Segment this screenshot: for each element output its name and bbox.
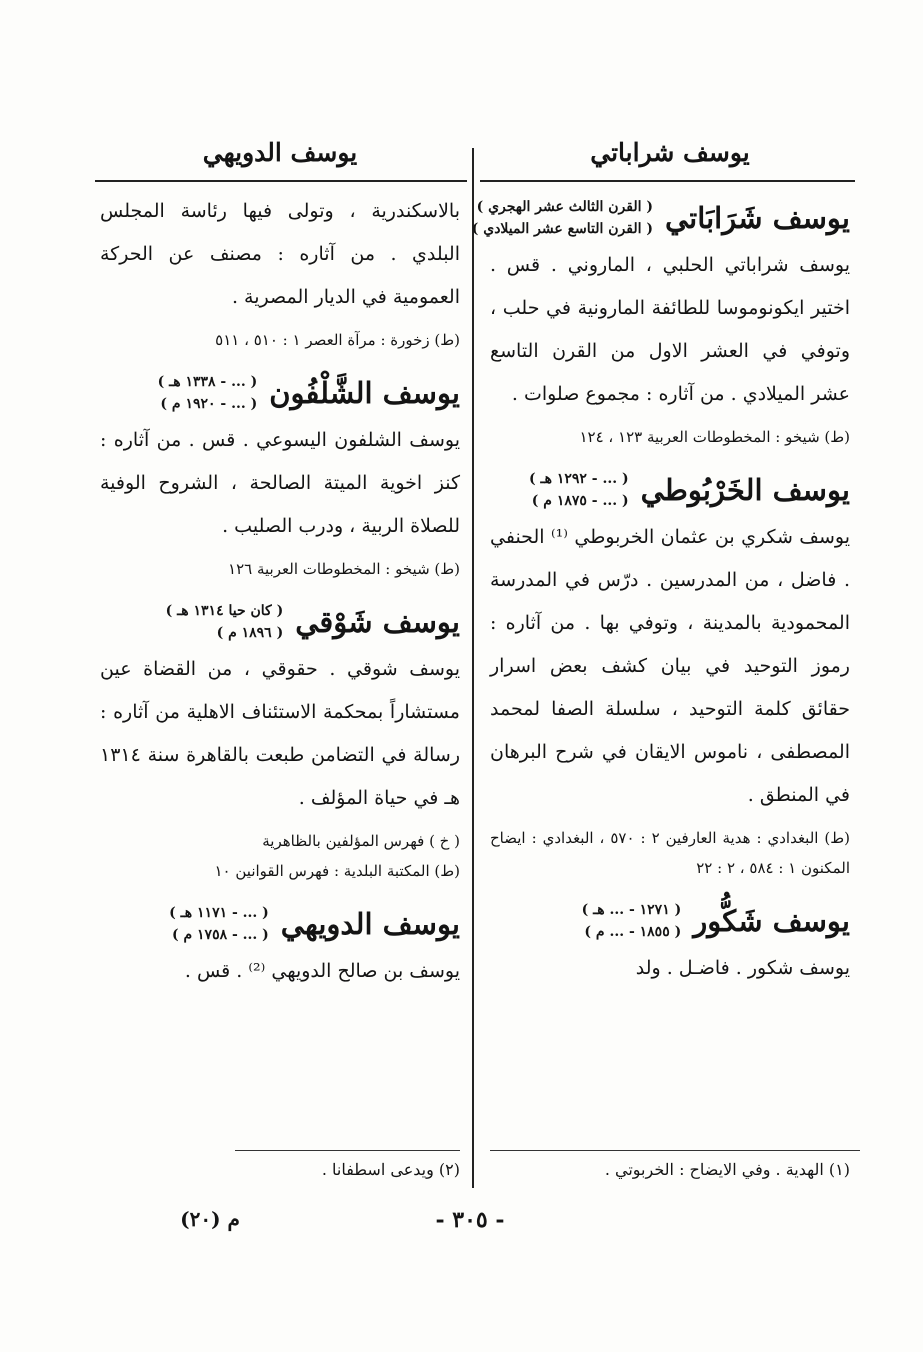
entry-dates [529,468,629,512]
entry-name: يوسف الشَّلْفُون [269,376,460,410]
entry-shalfun [100,371,460,584]
footnote-rule-right [490,1150,860,1151]
footnote-right: (١) الهدية . وفي الايضاح : الخربوتي . [604,1160,850,1179]
entry-name: يوسف الدويهي [280,907,460,941]
date-gregorian: ( ١٨٥٥ - ... م ) [584,924,682,940]
date-gregorian: ( ... - ١٩٢٠ م ) [160,396,258,412]
date-hijri: ( كان حيا ١٣١٤ هـ ) [165,603,284,619]
entry-body: يوسف بن صالح الدويهي ⁽²⁾ . قس . [184,960,460,982]
date-hijri: ( ١٢٧١ - ... هـ ) [581,902,682,918]
header-rule-right [480,180,855,182]
entry-dates [582,899,682,943]
page-number: - ٣٠٥ - [435,1207,505,1233]
date-gregorian: ( ... - ١٨٧٥ م ) [531,493,629,509]
entry-reference: (ط) البغدادي : هدية العارفين ٢ : ٥٧٠ ، البغدادي : ايضاح المكنون ١ : ٥٨٤ ، ٢ : ٢٢ [490,829,850,877]
footnote-left: (٢) ويدعى اسطفانا . [321,1160,460,1179]
entry-sharabati [471,196,850,452]
entry-kharbuti [490,468,850,883]
entry-continuation [100,190,460,355]
footnote-rule-left [235,1150,460,1151]
date-hijri: ( ... - ١١٧١ هـ ) [169,905,269,921]
entry-dates [158,371,258,415]
date-gregorian: ( ... - ١٧٥٨ م ) [171,927,269,943]
entry-body: يوسف شكور . فاضـل . ولد [635,957,850,979]
entry-reference: ( خ ) فهرس المؤلفين بالظاهرية [262,832,460,850]
date-hijri: ( ... - ١٣٣٨ هـ ) [157,374,258,390]
entry-reference: (ط) زخورة : مرآة العصر ١ : ٥١٠ ، ٥١١ [215,331,460,349]
entry-reference: (ط) شيخو : المخطوطات العربية ١٢٣ ، ١٢٤ [579,428,850,446]
entry-name: يوسف شَكُّور [693,904,850,938]
entry-dates [166,600,284,644]
date-hijri: ( القرن الثالث عشر الهجري ) [476,199,654,215]
running-header-left: يوسف الدويهي [202,138,358,167]
entry-shawqi [100,600,460,886]
entry-reference: (ط) شيخو : المخطوطات العربية ١٢٦ [228,560,460,578]
entry-name: يوسف شَرَابَاتي [665,201,850,235]
entry-body: بالاسكندرية ، وتولى فيها رئاسة المجلس البلدي . من آثاره : مصنف عن الحركة العمومية في الديار المصرية . [100,200,460,308]
signature-mark: م (٢٠) [180,1207,240,1231]
left-column [100,190,460,1009]
entry-name: يوسف الخَرْبُوطي [640,473,850,507]
column-divider [472,148,474,1188]
entry-body: يوسف شراباتي الحلبي ، الماروني . قس . اختير ايكونوموسا للطائفة المارونية في حلب ، وتوفي في العشر الاول من القرن التاسع عشر الميلادي . من آثاره : مجموع صلوات . [490,254,850,405]
entry-body: يوسف شوقي . حقوقي ، من القضاة عين مستشاراً بمحكمة الاستئناف الاهلية من آثاره : رسالة في التضامن طبعت بالقاهرة سنة ١٣١٤ هـ في حياة المؤلف . [100,658,460,809]
entry-reference: (ط) المكتبة البلدية : فهرس القوانين ١٠ [214,862,460,880]
entry-name: يوسف شَوْقي [295,605,460,639]
entry-body: يوسف شكري بن عثمان الخربوطي ⁽¹⁾ الحنفي . فاضل ، من المدرسين . درّس في المدرسة المحمودية بالمدينة ، وتوفي بها . من آثاره : رموز التوحيد في بيان كشف بعض اسرار حقائق كلمة التوحيد ، سلسلة الصفا لمحمد المصطفى ، ناموس الايقان في شرح البرهان في المنطق . [490,526,850,806]
date-gregorian: ( القرن التاسع عشر الميلادي ) [471,221,654,237]
entry-shakkur [490,899,850,990]
entry-body: يوسف الشلفون اليسوعي . قس . من آثاره : كنز اخوية الميتة الصالحة ، الشروح الوفية للصلاة الربية ، ودرب الصليب . [100,429,460,537]
date-hijri: ( ... - ١٢٩٢ هـ ) [528,471,629,487]
date-gregorian: ( ١٨٩٦ م ) [216,625,284,641]
right-column [471,190,850,1006]
running-header-right: يوسف شراباتي [590,138,750,167]
header-rule-left [95,180,467,182]
entry-dates [169,902,269,946]
entry-dates [472,196,653,240]
entry-duwayhi [100,902,460,993]
